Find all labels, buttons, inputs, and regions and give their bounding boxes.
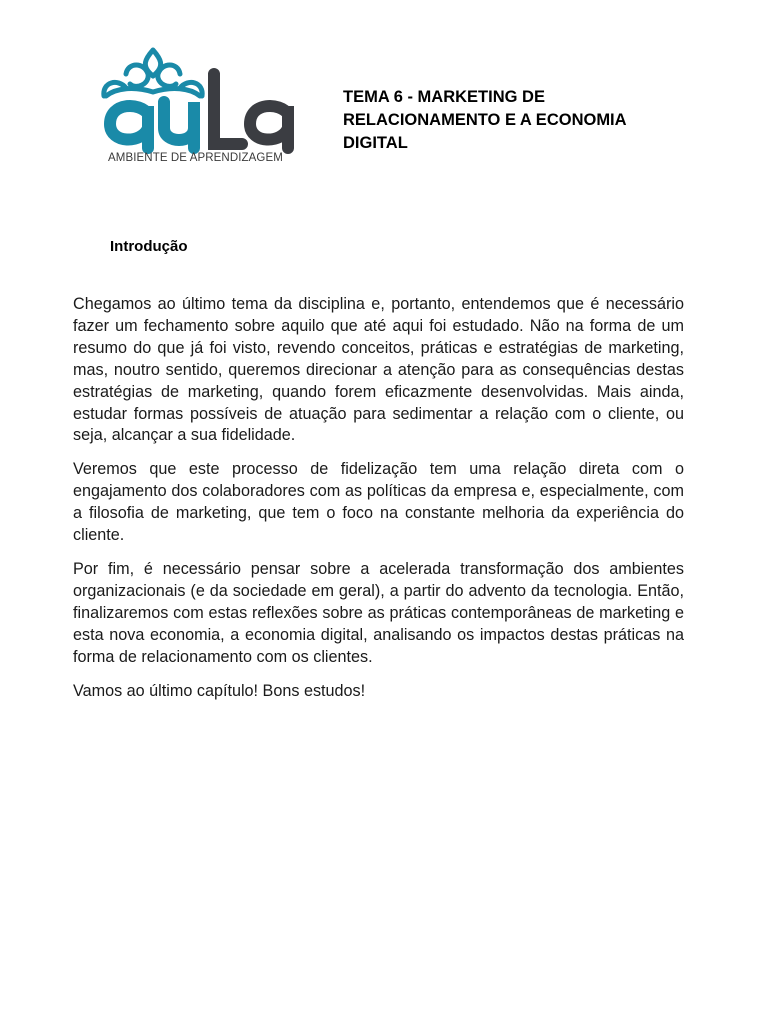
paragraph: Veremos que este processo de fidelização tem uma relação direta com o engajamento dos colaboradores com as políticas da empresa e, especialmente, com a filosofia de marketing, que tem o foco na constante melhoria da experiência do cliente. [73, 460, 684, 545]
paragraph: Por fim, é necessário pensar sobre a acelerada transformação dos ambientes organizacionais (e da sociedade em geral), a partir do advento da tecnologia. Então, finalizaremos com estas reflexões sobre as práticas contemporâneas de marketing e esta nova economia, a economia digital, analisando os impactos destas práticas na forma de relacionamento com os clientes. [73, 559, 684, 666]
body-text [73, 294, 684, 714]
document-title: TEMA 6 - MARKETING DE RELACIONAMENTO E A ECONOMIA DIGITAL [343, 88, 626, 152]
logo-caption: AMBIENTE DE APRENDIZAGEM [108, 152, 283, 164]
paragraph: Vamos ao último capítulo! Bons estudos! [73, 681, 366, 700]
aula-logo-icon [96, 44, 306, 154]
paragraph: Chegamos ao último tema da disciplina e, portanto, entendemos que é necessário fazer um fechamento sobre aquilo que até aqui foi estudado. Não na forma de um resumo do que já foi visto, revendo conceitos, práticas e estratégias de marketing, mas, noutro sentido, queremos direcionar a atenção para as consequências destas estratégias de marketing, quando forem eficazmente desenvolvidas. Mais ainda, estudar formas possíveis de atuação para sedimentar a relação com o cliente, ou seja, alcançar a sua fidelidade. [73, 295, 684, 445]
section-heading: Introdução [110, 238, 188, 255]
aula-logo [96, 44, 306, 170]
